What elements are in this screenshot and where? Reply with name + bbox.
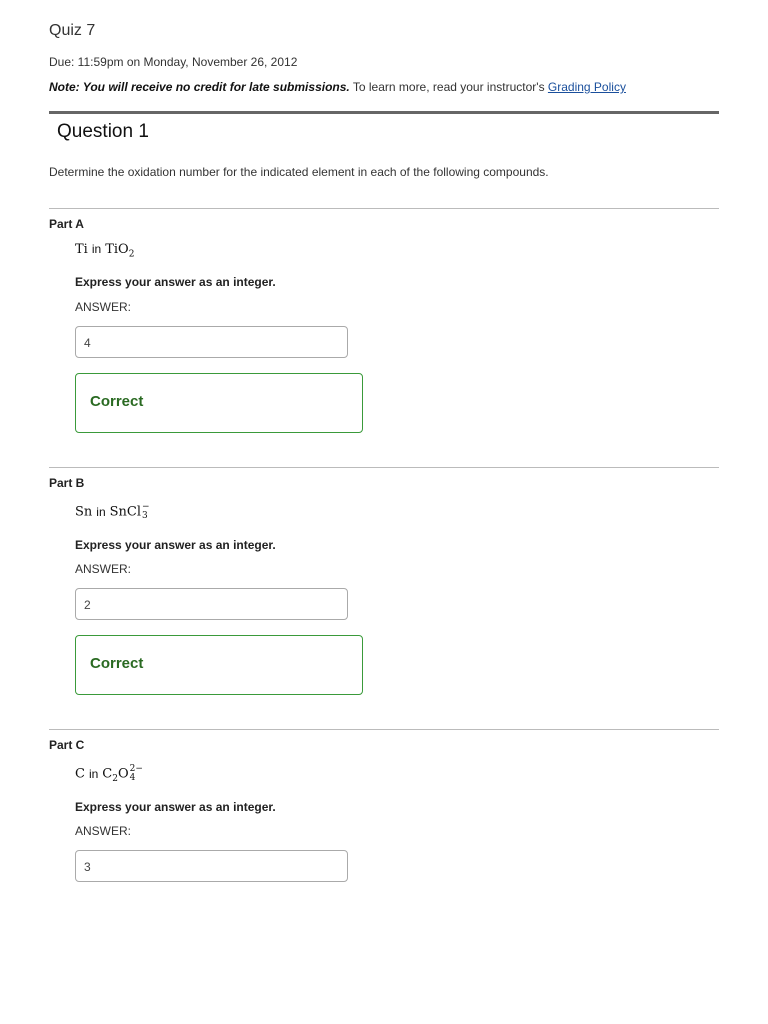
element-symbol: C [75, 766, 85, 782]
part-a-answer-label: ANSWER: [75, 300, 132, 314]
compound-carbon-subscript: 2 [112, 774, 118, 785]
element-symbol: Ti [75, 242, 88, 257]
part-b-answer-field[interactable]: 2 [75, 588, 348, 620]
compound-base: SnCl [109, 504, 142, 520]
grading-policy-link[interactable]: Grading Policy [547, 80, 626, 94]
due-date: Due: 11:59pm on Monday, November 26, 2012 [49, 55, 298, 69]
part-b-feedback: Correct [75, 635, 363, 695]
formula-in: in [91, 242, 102, 256]
part-divider [49, 729, 719, 730]
compound-base: TiO [105, 242, 129, 257]
part-b-label: Part B [49, 476, 85, 490]
compound-subscript: 4 [129, 773, 136, 783]
question-prompt: Determine the oxidation number for the indicated element in each of the following compounds. [49, 165, 549, 179]
late-policy-text: To learn more, read your instructor's [349, 80, 548, 94]
part-c-answer-field[interactable]: 3 [75, 850, 348, 882]
question-divider [49, 111, 719, 114]
question-title: Question 1 [57, 121, 149, 142]
compound-superscript: 2− [129, 764, 143, 774]
compound-carbon: C [102, 766, 113, 782]
part-c-answer-label: ANSWER: [75, 824, 132, 838]
compound-oxygen: O [117, 766, 129, 782]
part-a-answer-field[interactable]: 4 [75, 326, 348, 358]
part-b-instruction: Express your answer as an integer. [75, 538, 276, 552]
part-a-formula [75, 242, 134, 260]
late-policy-note [49, 80, 626, 94]
part-a-instruction: Express your answer as an integer. [75, 275, 276, 289]
compound-subscript: 2 [128, 249, 135, 260]
compound-superscript: − [142, 502, 150, 512]
part-b-answer-label: ANSWER: [75, 562, 132, 576]
compound-subscript: 3 [142, 511, 148, 521]
part-a-feedback: Correct [75, 373, 363, 433]
part-c-instruction: Express your answer as an integer. [75, 800, 276, 814]
formula-in: in [96, 504, 106, 519]
element-symbol: Sn [75, 504, 93, 520]
quiz-title: Quiz 7 [49, 22, 96, 39]
part-a-label: Part A [49, 217, 84, 231]
late-policy-bold: Note: You will receive no credit for late submissions. [49, 80, 350, 94]
part-divider [49, 208, 719, 209]
part-c-formula [75, 765, 143, 784]
part-divider [49, 467, 719, 468]
formula-in: in [88, 766, 99, 781]
part-b-formula [75, 503, 150, 521]
part-c-label: Part C [49, 738, 85, 752]
